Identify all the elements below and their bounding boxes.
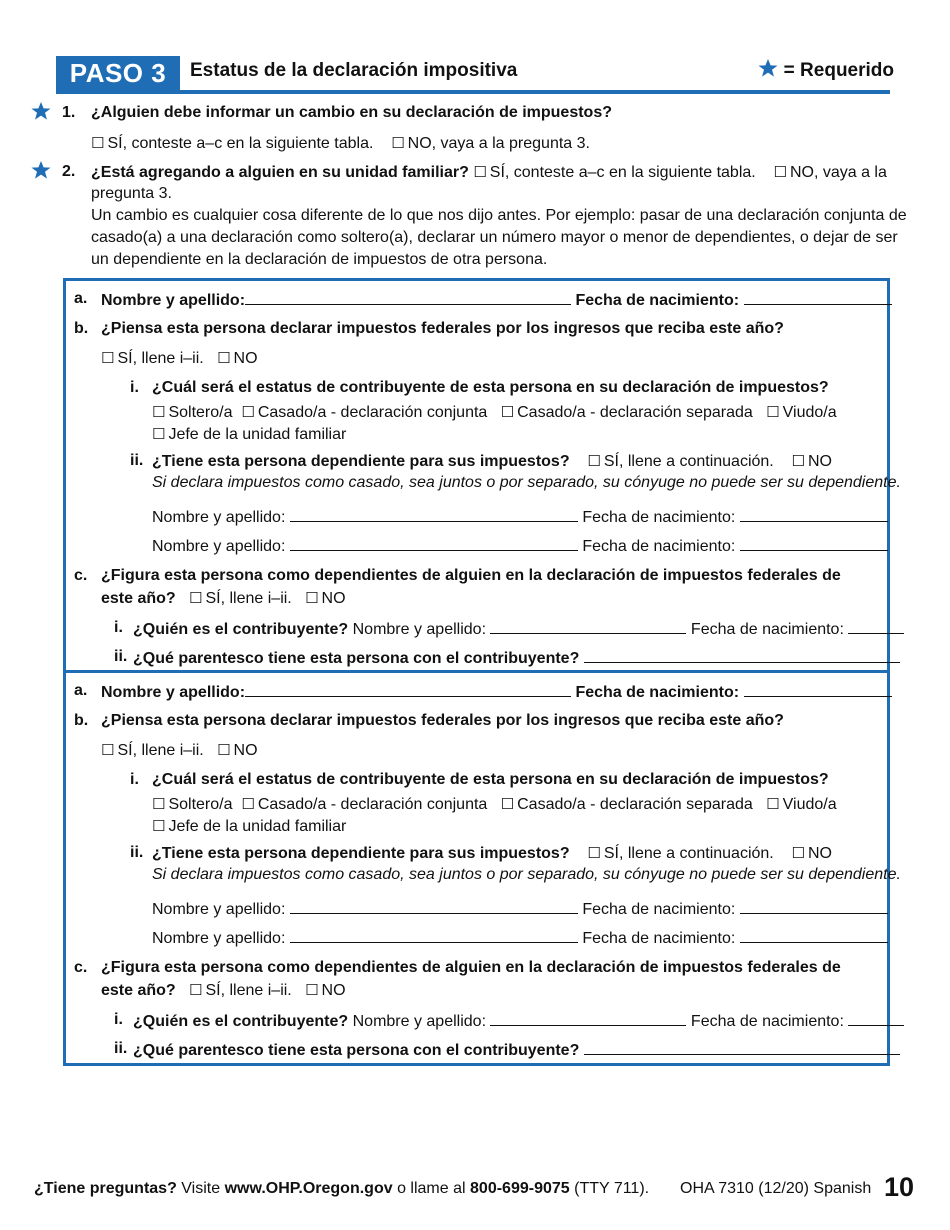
q2-note-line1: Un cambio es cualquier cosa diferente de lo que nos dijo antes. Por ejemplo: pasar de una declaración conjunta de [91,207,907,224]
row-cii-block2: ¿Qué parentesco tiene esta persona con el contribuyente? [133,1040,900,1060]
taxpayer-dob-input[interactable] [848,619,904,634]
header-divider [56,90,890,94]
b-no-checkbox[interactable]: ☐ [217,741,231,759]
dob-input[interactable] [744,682,892,697]
row-bi-options-block1: ☐ Soltero/a ☐ Casado/a - declaración conjunta ☐ Casado/a - declaración separada ☐ Viudo/a [152,403,837,421]
footer-contact: ¿Tiene preguntas? Visite www.OHP.Oregon.gov o llame al 800-699-9075 (TTY 711). [34,1180,650,1197]
taxpayer-name-input[interactable] [490,619,686,634]
row-bii-note-block2: Si declara impuestos como casado, sea juntos o por separado, su cónyuge no puede ser su dependiente. [152,866,901,883]
name-input[interactable] [245,682,571,697]
dob-input[interactable] [744,290,892,305]
dependent-name-input[interactable] [290,536,578,551]
star-icon [758,58,778,78]
row-a-block1 [101,290,892,310]
required-legend: = Requerido [758,58,894,82]
bii-no-checkbox[interactable]: ☐ [791,844,805,862]
c-yes-checkbox[interactable]: ☐ [189,589,203,607]
dependent-name-input[interactable] [290,928,578,943]
separate-checkbox[interactable]: ☐ [500,403,515,421]
row-bii-block1: ¿Tiene esta persona dependiente para sus impuestos? ☐ SÍ, llene a continuación. ☐ NO [152,452,832,470]
q2-no-label-cont: pregunta 3. [91,185,172,202]
joint-checkbox[interactable]: ☐ [241,795,255,813]
row-c-options-block1: este año? ☐ SÍ, llene i–ii. ☐ NO [101,589,346,607]
row-bi-num-block1: i. [130,379,139,396]
taxpayer-dob-input[interactable] [848,1011,904,1026]
q1-yes-checkbox[interactable]: ☐ [91,134,105,152]
dependent-name-input[interactable] [290,507,578,522]
row-bi-question-block1: ¿Cuál será el estatus de contribuyente de esta persona en su declaración de impuestos? [152,379,829,396]
head-checkbox[interactable]: ☐ [152,817,166,835]
dependent-dob-input[interactable] [740,536,888,551]
row-cii-num-block2: ii. [114,1040,128,1057]
row-bi-question-block2: ¿Cuál será el estatus de contribuyente de esta persona en su declaración de impuestos? [152,771,829,788]
row-bi-options-2-block2: ☐ Jefe de la unidad familiar [152,817,347,835]
row-b-letter-block1: b. [74,320,89,337]
dependent-dob-input[interactable] [740,899,888,914]
widow-checkbox[interactable]: ☐ [766,403,780,421]
row-bii-num-block2: ii. [130,844,144,861]
page-number: 10 [884,1172,915,1202]
row-a-letter-block2: a. [74,682,88,699]
head-checkbox[interactable]: ☐ [152,425,166,443]
q1-question: ¿Alguien debe informar un cambio en su declaración de impuestos? [91,104,612,121]
q2-yes-checkbox[interactable]: ☐ [473,163,487,181]
relationship-input[interactable] [584,648,900,663]
bii-yes-checkbox[interactable]: ☐ [587,452,601,470]
footer-website-link[interactable]: www.OHP.Oregon.gov [224,1180,393,1197]
row-ci-block2: ¿Quién es el contribuyente? Nombre y apellido: Fecha de nacimiento: [133,1011,904,1031]
widow-checkbox[interactable]: ☐ [766,795,780,813]
taxpayer-name-input[interactable] [490,1011,686,1026]
row-dependent-1-block2: Nombre y apellido: Fecha de nacimiento: [152,899,888,919]
row-c-letter-block1: c. [74,567,88,584]
name-label: Nombre y apellido: [101,684,246,701]
single-checkbox[interactable]: ☐ [152,795,166,813]
row-bi-num-block2: i. [130,771,139,788]
joint-checkbox[interactable]: ☐ [241,403,255,421]
dependent-name-input[interactable] [290,899,578,914]
footer-phone[interactable]: 800-699-9075 [470,1180,570,1197]
row-c-options-block2: este año? ☐ SÍ, llene i–ii. ☐ NO [101,981,346,999]
q2-note-line3: un dependiente en la declaración de impuestos de otra persona. [91,251,548,268]
single-checkbox[interactable]: ☐ [152,403,166,421]
q2-no-label: NO, vaya a la [789,164,887,181]
q1-options [91,134,590,153]
b-no-checkbox[interactable]: ☐ [217,349,231,367]
q1-no-checkbox[interactable]: ☐ [391,134,405,152]
row-c-question-block2: ¿Figura esta persona como dependientes de alguien en la declaración de impuestos federales de [101,959,841,976]
dependent-dob-input[interactable] [740,507,888,522]
required-star-icon [31,101,51,121]
row-b-letter-block2: b. [74,712,89,729]
row-bii-num-block1: ii. [130,452,144,469]
name-label: Nombre y apellido: [101,292,246,309]
row-a-letter-block1: a. [74,290,88,307]
row-bii-block2: ¿Tiene esta persona dependiente para sus impuestos? ☐ SÍ, llene a continuación. ☐ NO [152,844,832,862]
row-bi-options-block2: ☐ Soltero/a ☐ Casado/a - declaración conjunta ☐ Casado/a - declaración separada ☐ Viudo/a [152,795,837,813]
bii-yes-checkbox[interactable]: ☐ [587,844,601,862]
row-dependent-2-block1: Nombre y apellido: Fecha de nacimiento: [152,536,888,556]
q1-no-label: NO, vaya a la pregunta 3. [407,135,590,152]
section-title: Estatus de la declaración impositiva [190,60,518,81]
footer-question: ¿Tiene preguntas? [34,1180,177,1197]
dependent-dob-input[interactable] [740,928,888,943]
row-dependent-2-block2: Nombre y apellido: Fecha de nacimiento: [152,928,888,948]
row-ci-num-block1: i. [114,619,123,636]
row-b-question-block2: ¿Piensa esta persona declarar impuestos federales por los ingresos que reciba este año? [101,712,784,729]
q2-yes-label: SÍ, conteste a–c en la siguiente tabla. [489,164,756,181]
q2-note-line2: casado(a) a una declaración como soltero(a), declarar un número mayor o menor de dependientes, o dejar de ser [91,229,898,246]
row-ci-block1: ¿Quién es el contribuyente? Nombre y apellido: Fecha de nacimiento: [133,619,904,639]
row-bi-options-2-block1: ☐ Jefe de la unidad familiar [152,425,347,443]
row-b-question-block1: ¿Piensa esta persona declarar impuestos federales por los ingresos que reciba este año? [101,320,784,337]
row-c-letter-block2: c. [74,959,88,976]
bii-no-checkbox[interactable]: ☐ [791,452,805,470]
b-yes-checkbox[interactable]: ☐ [101,349,115,367]
c-no-checkbox[interactable]: ☐ [305,981,319,999]
row-cii-num-block1: ii. [114,648,128,665]
name-input[interactable] [245,290,571,305]
row-c-question-block1: ¿Figura esta persona como dependientes de alguien en la declaración de impuestos federales de [101,567,841,584]
row-b-options-block1: ☐ SÍ, llene i–ii. ☐ NO [101,349,258,367]
row-b-options-block2: ☐ SÍ, llene i–ii. ☐ NO [101,741,258,759]
separate-checkbox[interactable]: ☐ [500,795,515,813]
row-ci-num-block2: i. [114,1011,123,1028]
q1-number: 1. [62,104,76,121]
q2-number: 2. [62,163,76,180]
required-star-icon [31,160,51,180]
q2-line [91,163,887,182]
c-yes-checkbox[interactable]: ☐ [189,981,203,999]
q1-yes-label: SÍ, conteste a–c en la siguiente tabla. [107,135,374,152]
dob-label: Fecha de nacimiento: [575,684,740,701]
form-id: OHA 7310 (12/20) Spanish [680,1180,872,1197]
c-no-checkbox[interactable]: ☐ [305,589,319,607]
row-bii-note-block1: Si declara impuestos como casado, sea juntos o por separado, su cónyuge no puede ser su dependiente. [152,474,901,491]
step-badge: PASO 3 [56,56,180,90]
q2-no-checkbox[interactable]: ☐ [773,163,787,181]
q2-question: ¿Está agregando a alguien en su unidad familiar? [91,164,469,181]
b-yes-checkbox[interactable]: ☐ [101,741,115,759]
row-cii-block1: ¿Qué parentesco tiene esta persona con el contribuyente? [133,648,900,668]
row-a-block2 [101,682,892,702]
row-dependent-1-block1: Nombre y apellido: Fecha de nacimiento: [152,507,888,527]
dob-label: Fecha de nacimiento: [575,292,740,309]
relationship-input[interactable] [584,1040,900,1055]
